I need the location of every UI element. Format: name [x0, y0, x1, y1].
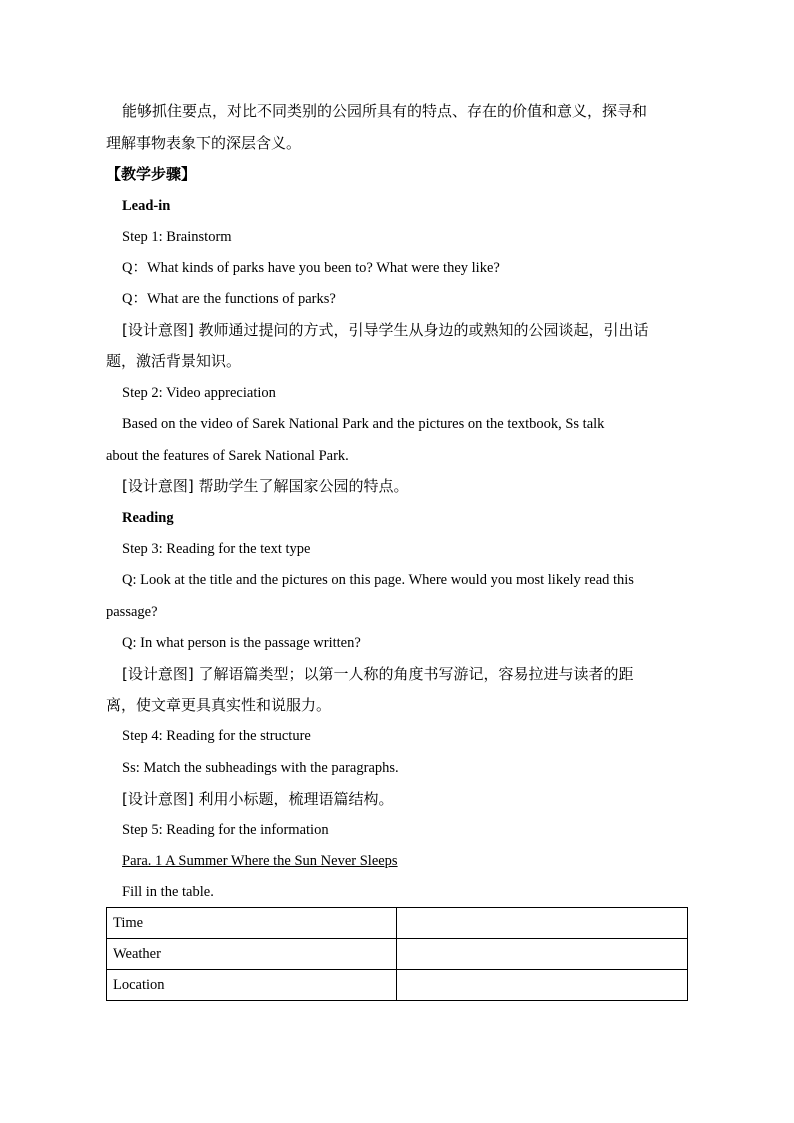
table-label-cell: Weather: [107, 939, 397, 970]
table-answer-cell[interactable]: [397, 939, 688, 970]
design-intent-2: [设计意图] 帮助学生了解国家公园的特点。: [122, 477, 409, 495]
step-2: Step 2: Video appreciation: [122, 385, 276, 401]
step-4: Step 4: Reading for the structure: [122, 728, 311, 744]
table-label-cell: Time: [107, 908, 397, 939]
step-2-text-line-1: Based on the video of Sarek National Park and the pictures on the textbook, Ss talk: [122, 416, 605, 432]
design-intent-3-line-1: [设计意图] 了解语篇类型；以第一人称的角度书写游记，容易拉进与读者的距: [122, 665, 634, 683]
table-label-cell: Location: [107, 970, 397, 1001]
lead-in-heading: Lead-in: [122, 198, 171, 214]
design-intent-3-line-2: 离，使文章更具真实性和说服力。: [106, 696, 332, 714]
step-5: Step 5: Reading for the information: [122, 822, 329, 838]
question-3-line-2: passage?: [106, 604, 158, 620]
fill-instruction: Fill in the table.: [122, 884, 214, 900]
design-intent-4: [设计意图] 利用小标题，梳理语篇结构。: [122, 790, 394, 808]
reading-heading: Reading: [122, 510, 174, 526]
table-row: [107, 939, 688, 970]
table-row: [107, 970, 688, 1001]
design-intent-1-line-2: 题，激活背景知识。: [106, 352, 242, 370]
question-2: Q：What are the functions of parks?: [122, 291, 336, 307]
step-3: Step 3: Reading for the text type: [122, 541, 311, 557]
step-1: Step 1: Brainstorm: [122, 229, 232, 245]
section-heading: 【教学步骤】: [106, 165, 197, 183]
intro-line-2: 理解事物表象下的深层含义。: [106, 134, 302, 152]
table-answer-cell[interactable]: [397, 970, 688, 1001]
intro-line-1: 能够抓住要点，对比不同类别的公园所具有的特点、存在的价值和意义，探寻和: [122, 102, 648, 120]
question-1: Q：What kinds of parks have you been to? What were they like?: [122, 260, 500, 276]
table-answer-cell[interactable]: [397, 908, 688, 939]
step-2-text-line-2: about the features of Sarek National Park.: [106, 448, 349, 464]
paragraph-1-title: Para. 1 A Summer Where the Sun Never Sleeps: [122, 853, 398, 869]
design-intent-1-line-1: [设计意图] 教师通过提问的方式，引导学生从身边的或熟知的公园谈起，引出话: [122, 321, 649, 339]
table-row: [107, 908, 688, 939]
question-3-line-1: Q: Look at the title and the pictures on this page. Where would you most likely read this: [122, 572, 634, 588]
step-4-task: Ss: Match the subheadings with the paragraphs.: [122, 760, 399, 776]
question-4: Q: In what person is the passage written?: [122, 635, 361, 651]
fill-in-table: [106, 907, 688, 1001]
